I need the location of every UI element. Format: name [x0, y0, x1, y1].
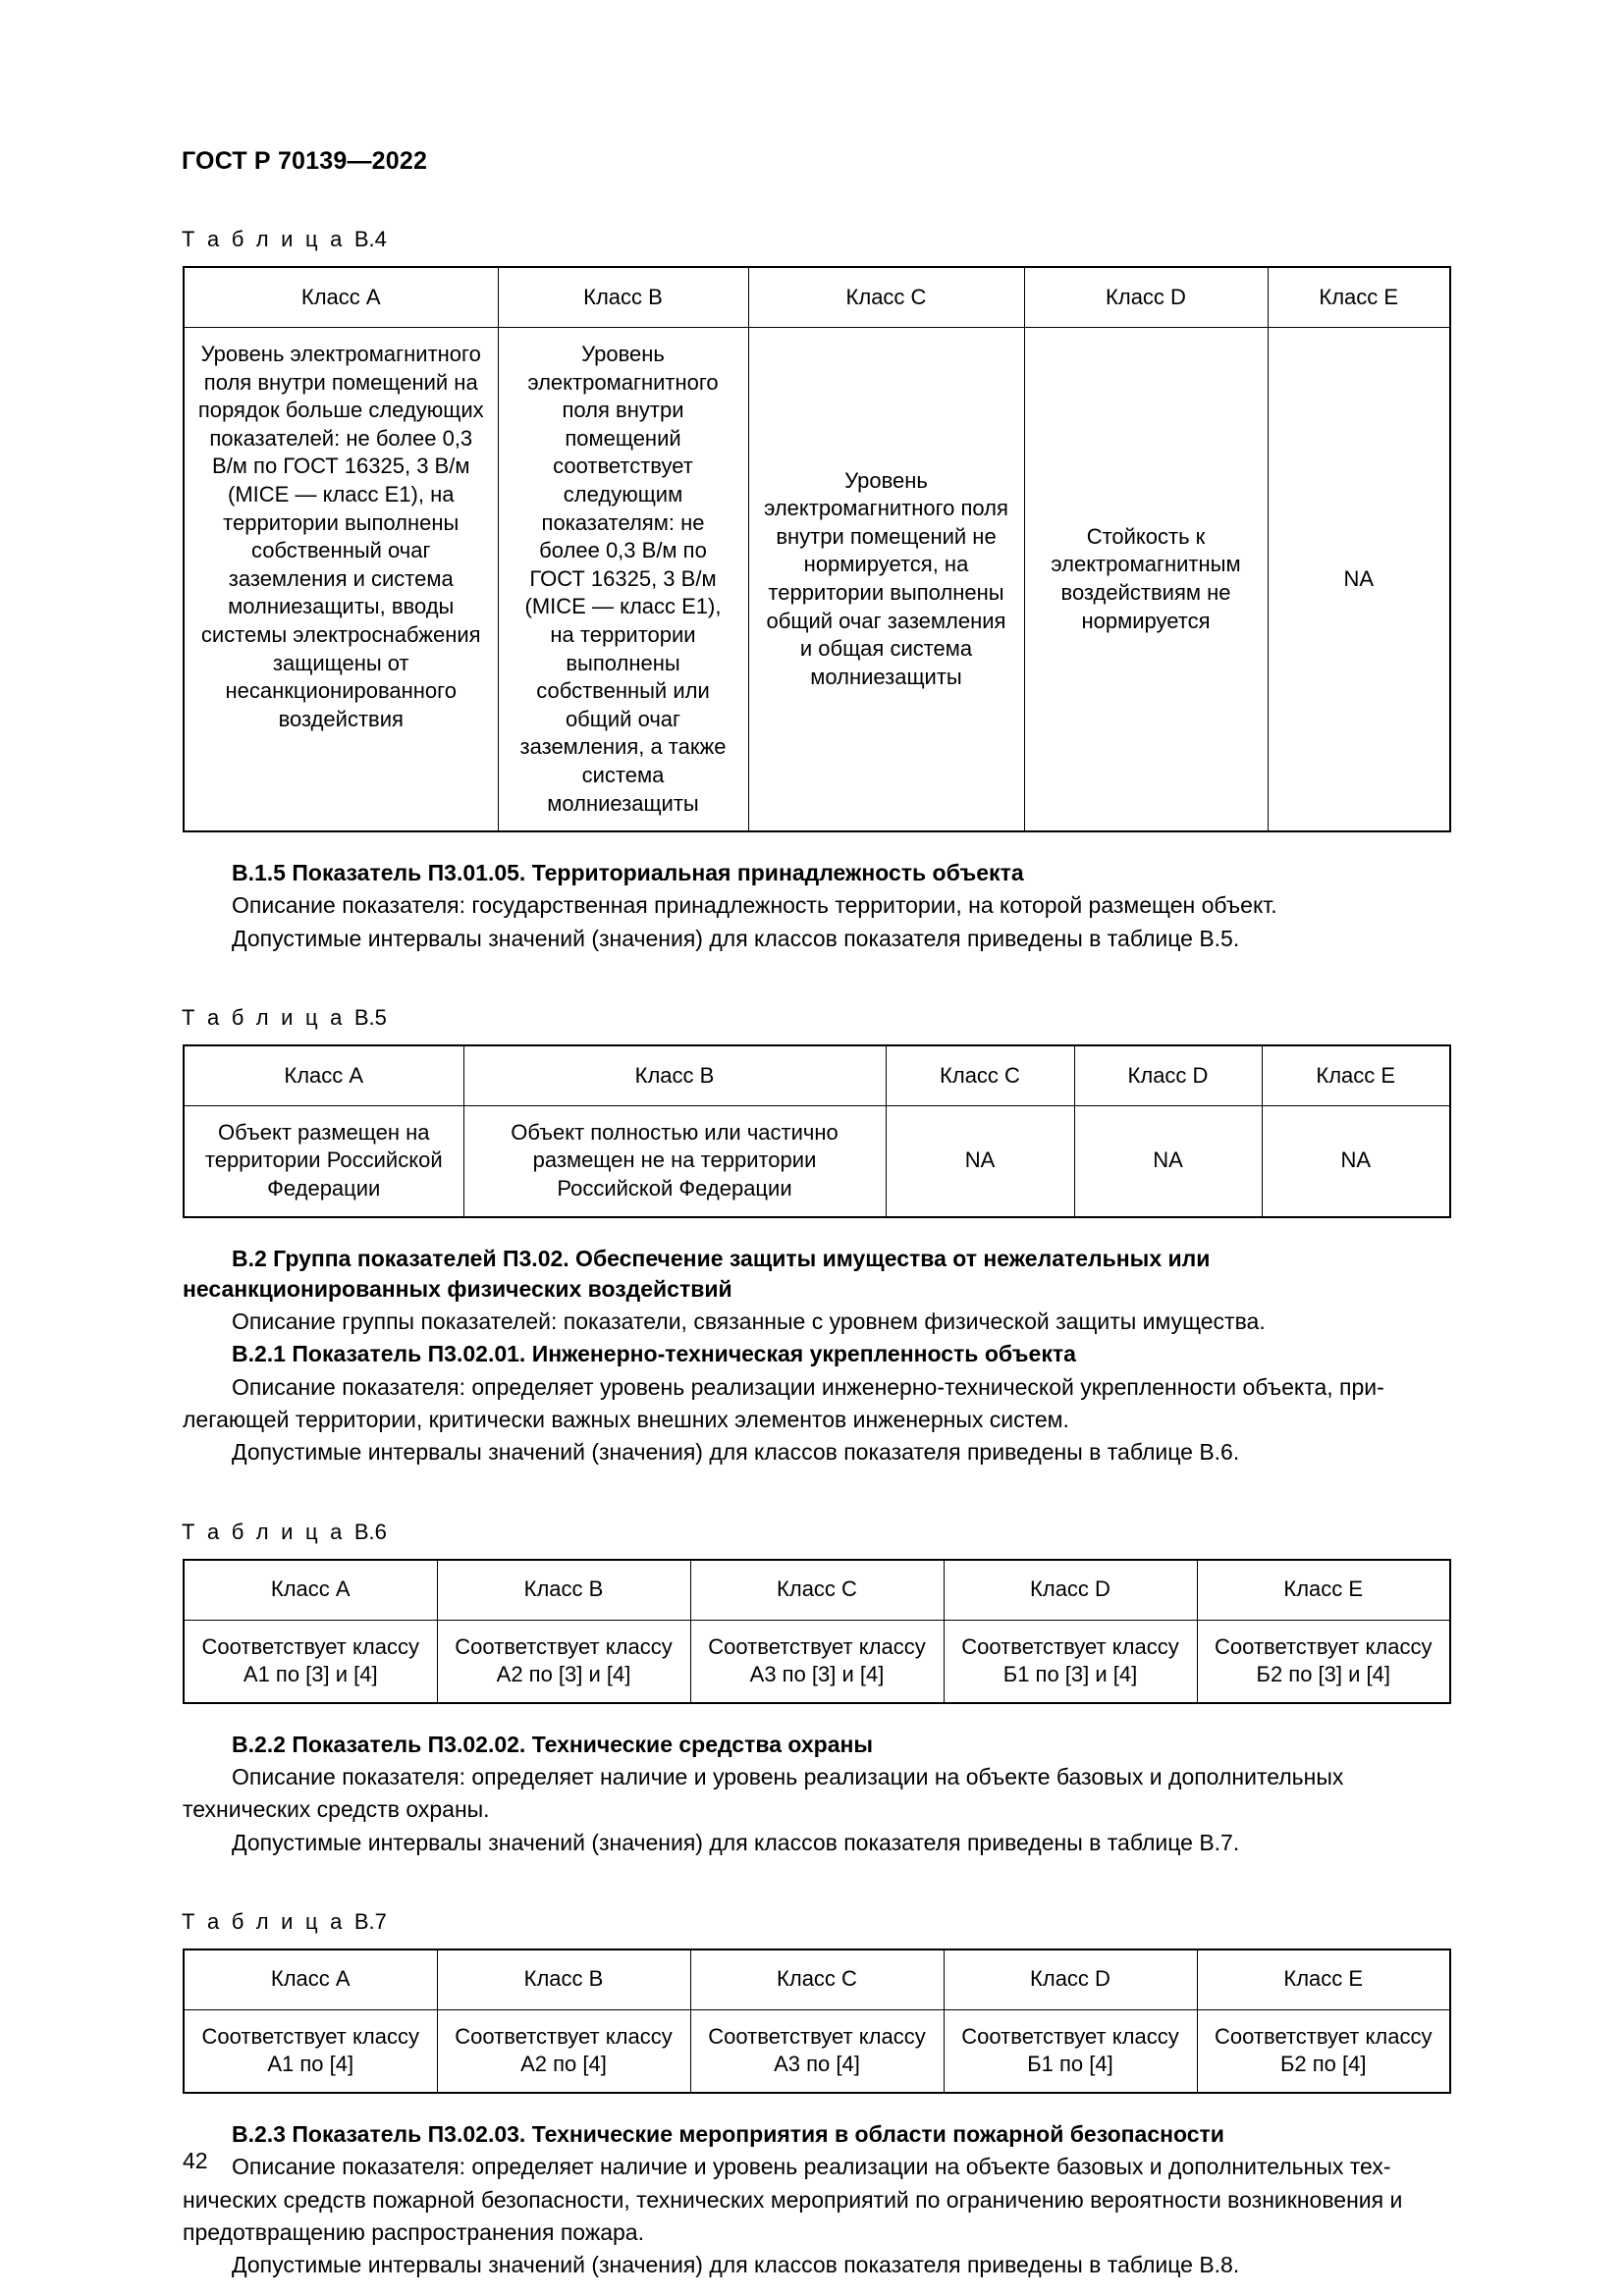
table-b6-cell-class-c: Соответствует классу А3 по [3] и [4] [690, 1620, 944, 1703]
section-b22-heading: В.2.2 Показатель П3.02.02. Технические средства охраны [232, 1731, 874, 1757]
table-b6-header-class-d: Класс D [944, 1560, 1197, 1621]
table-b6-cell-class-e: Соответствует классу Б2 по [3] и [4] [1197, 1620, 1450, 1703]
table-b4-header-class-c: Класс C [748, 267, 1024, 328]
table-b5-caption-word: Т а б л и ц а [182, 1004, 346, 1030]
table-b7-cell-class-d: Соответствует классу Б1 по [4] [944, 2009, 1197, 2093]
table-b4-caption-word: Т а б л и ц а [182, 227, 346, 251]
section-b23-description-line1: Описание показателя: определяет наличие и уровень реализации на объекте базовых и дополнительных тех- [232, 2154, 1391, 2180]
section-b2-heading-line1: В.2 Группа показателей П3.02. Обеспечение защиты имущества от нежелательных или [232, 1245, 1211, 1271]
section-b21 [183, 1339, 1449, 1468]
table-b6-header-class-e: Класс E [1197, 1560, 1450, 1621]
table-b7-header-class-c: Класс C [690, 1949, 944, 2010]
table-b4-header-row [184, 267, 1450, 328]
section-b23-description-line3: предотвращению распространения пожара. [183, 2218, 644, 2245]
section-b15-description: Описание показателя: государственная принадлежность территории, на которой размещен объект. [232, 892, 1277, 919]
table-b5-header-class-b: Класс B [463, 1045, 886, 1106]
table-b4-cell-class-c: Уровень электромагнитного поля внутри помещений не нормируется, на территории выполнены общий очаг заземления и общая система молниезащиты [748, 328, 1024, 832]
table-b6-cell-class-d: Соответствует классу Б1 по [3] и [4] [944, 1620, 1197, 1703]
table-b6-cell-class-a: Соответствует классу А1 по [3] и [4] [184, 1620, 437, 1703]
section-b21-description-line2: легающей территории, критически важных внешних элементов инженерных систем. [183, 1407, 1069, 1432]
table-b7-caption [182, 1909, 1449, 1935]
document-header: ГОСТ Р 70139—2022 [182, 147, 428, 175]
section-b21-intervals: Допустимые интервалы значений (значения) для классов показателя приведены в таблице В.6. [232, 1439, 1240, 1466]
table-b5-header-class-d: Класс D [1074, 1045, 1262, 1106]
section-b21-heading: В.2.1 Показатель П3.02.01. Инженерно-техническая укрепленность объекта [232, 1341, 1076, 1367]
table-b5 [183, 1044, 1451, 1218]
table-b7-header-class-d: Класс D [944, 1949, 1197, 2010]
table-b7-cell-class-c: Соответствует классу А3 по [4] [690, 2009, 944, 2093]
table-b4-cell-class-a: Уровень электромагнитного поля внутри помещений на порядок больше следующих показателей: не более 0,3 В/м по ГОСТ 16325, 3 В/м (MICE — класс E1), на территории выполнены собственный очаг заземления и система молниезащиты, вводы системы электроснабжения защищены от несанкционированного воздействия [184, 328, 498, 832]
section-b23-description-line2: нических средств пожарной безопасности, технических мероприятий по ограничению вероятности возникновения и [183, 2186, 1403, 2213]
table-b7 [183, 1949, 1451, 2094]
table-b5-header-class-e: Класс E [1262, 1045, 1450, 1106]
table-b7-row [184, 2009, 1450, 2093]
table-b4-header-class-e: Класс E [1268, 267, 1450, 328]
table-b5-cell-class-d: NA [1074, 1105, 1262, 1216]
table-b7-caption-word: Т а б л и ц а [182, 1908, 346, 1934]
table-b6-row [184, 1620, 1450, 1703]
section-b23-intervals: Допустимые интервалы значений (значения) для классов показателя приведены в таблице В.8. [232, 2252, 1240, 2278]
table-b4-header-class-d: Класс D [1024, 267, 1268, 328]
table-b5-row [184, 1105, 1450, 1216]
table-b5-cell-class-b: Объект полностью или частично размещен не на территории Российской Федерации [463, 1105, 886, 1216]
table-b5-cell-class-a: Объект размещен на территории Российской Федерации [184, 1105, 463, 1216]
section-b15-heading: В.1.5 Показатель П3.01.05. Территориальная принадлежность объекта [232, 860, 1024, 886]
table-b5-caption-number: В.5 [353, 1004, 387, 1030]
section-b22-description-line1: Описание показателя: определяет наличие и уровень реализации на объекте базовых и дополнительных [232, 1763, 1344, 1789]
section-b21-description-line1: Описание показателя: определяет уровень реализации инженерно-технической укрепленности объекта, при- [232, 1373, 1384, 1400]
section-b15-intervals: Допустимые интервалы значений (значения) для классов показателя приведены в таблице В.5. [232, 925, 1240, 951]
table-b5-cell-class-e: NA [1262, 1105, 1450, 1216]
section-b22 [183, 1730, 1449, 1858]
table-b6 [183, 1559, 1451, 1704]
table-b4-caption-number: В.4 [353, 227, 387, 251]
table-b6-cell-class-b: Соответствует классу А2 по [3] и [4] [437, 1620, 690, 1703]
section-b2-heading-line2: несанкционированных физических воздействий [183, 1275, 732, 1302]
table-b4 [183, 266, 1451, 832]
table-b5-cell-class-c: NA [886, 1105, 1074, 1216]
table-b7-header-class-b: Класс B [437, 1949, 690, 2010]
section-b23-heading: В.2.3 Показатель П3.02.03. Технические мероприятия в области пожарной безопасности [232, 2120, 1224, 2147]
table-b6-header-class-b: Класс B [437, 1560, 690, 1621]
table-b7-header-class-a: Класс A [184, 1949, 437, 2010]
section-b22-description-line2: технических средств охраны. [183, 1796, 490, 1823]
table-b6-header-class-a: Класс A [184, 1560, 437, 1621]
table-b5-header-class-a: Класс A [184, 1045, 463, 1106]
table-b7-cell-class-b: Соответствует классу А2 по [4] [437, 2009, 690, 2093]
table-b4-cell-class-b: Уровень электромагнитного поля внутри помещений соответствует следующим показателям: не более 0,3 В/м по ГОСТ 16325, 3 В/м (MICE — класс E1), на территории выполнены собственный или общий очаг заземления, а также система молниезащиты [498, 328, 748, 832]
page-number: 42 [183, 2148, 208, 2173]
table-b6-header-class-c: Класс C [690, 1560, 944, 1621]
section-b2 [183, 1244, 1449, 1338]
table-b4-caption [182, 227, 1449, 252]
table-b7-cell-class-a: Соответствует классу А1 по [4] [184, 2009, 437, 2093]
table-b6-caption [182, 1520, 1449, 1545]
table-b4-row [184, 328, 1450, 832]
table-b7-caption-number: В.7 [353, 1908, 387, 1934]
table-b6-caption-word: Т а б л и ц а [182, 1519, 346, 1544]
table-b4-header-class-b: Класс B [498, 267, 748, 328]
table-b7-header-class-e: Класс E [1197, 1949, 1450, 2010]
section-b2-description: Описание группы показателей: показатели, связанные с уровнем физической защиты имущества. [232, 1308, 1266, 1335]
section-b15 [183, 858, 1449, 954]
table-b4-cell-class-d: Стойкость к электромагнитным воздействиям не нормируется [1024, 328, 1268, 832]
section-b23 [183, 2119, 1449, 2280]
table-b7-header-row [184, 1949, 1450, 2010]
table-b6-caption-number: В.6 [353, 1519, 387, 1544]
table-b7-cell-class-e: Соответствует классу Б2 по [4] [1197, 2009, 1450, 2093]
table-b6-header-row [184, 1560, 1450, 1621]
table-b5-header-class-c: Класс C [886, 1045, 1074, 1106]
table-b4-cell-class-e: NA [1268, 328, 1450, 832]
table-b5-header-row [184, 1045, 1450, 1106]
table-b4-header-class-a: Класс A [184, 267, 498, 328]
page-content [183, 0, 1449, 2280]
table-b5-caption [182, 1005, 1449, 1031]
section-b22-intervals: Допустимые интервалы значений (значения) для классов показателя приведены в таблице В.7. [232, 1829, 1240, 1855]
